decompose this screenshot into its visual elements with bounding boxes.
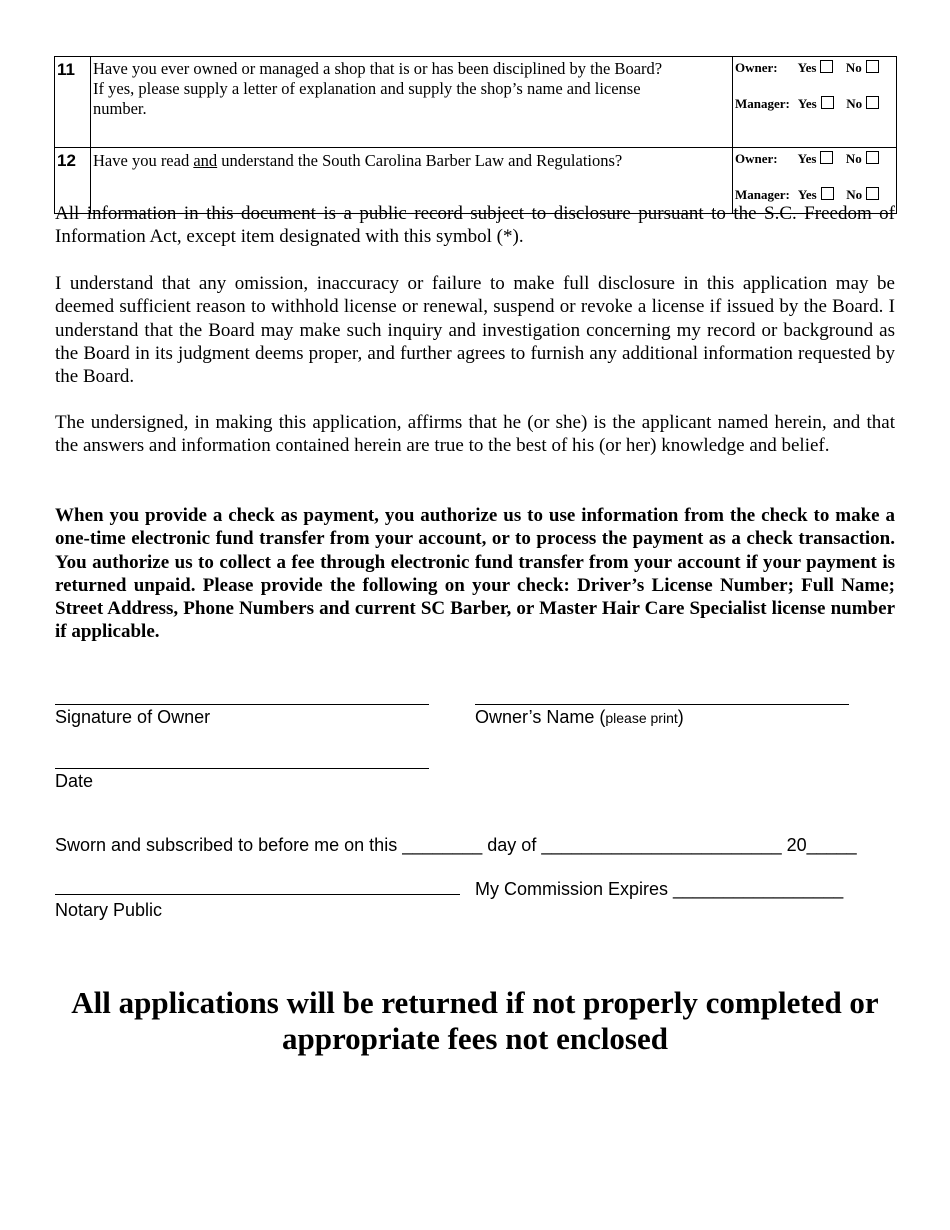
question-text-line: If yes, please supply a letter of explanation and supply the shop’s name and license [93,79,641,98]
owner-name-hint: please print [605,710,678,726]
yes-label: Yes [797,60,817,75]
manager-label: Manager: [735,187,790,202]
manager-no-checkbox[interactable] [866,96,879,109]
no-label: No [846,187,863,202]
check-payment-paragraph: When you provide a check as payment, you authorize us to use information from the check to make a one-time electronic fund transfer from your account, or to process the payment as a check transaction. You authorize us to collect a fee through electronic fund transfer from your account if your payment is returned unpaid. Please provide the following on your check: Driver’s License Number; Full Name; Street Address, Phone Numbers and current SC Barber, or Master Hair Care Specialist license number if applicable. [55,505,895,643]
owner-no-checkbox[interactable] [866,151,879,164]
question-row-11 [55,57,897,148]
date-label: Date [55,771,94,791]
no-label: No [845,60,862,75]
question-text [91,57,733,148]
question-text-end: understand the South Carolina Barber Law and Regulations? [217,151,623,170]
notary-signature-line[interactable] [55,894,460,895]
question-text-line: number. [93,99,147,118]
no-label: No [845,151,862,166]
question-text-start: Have you read [93,151,194,170]
owner-name-label-text: Owner’s Name ( [475,707,606,727]
question-text-line: Have you ever owned or managed a shop that is or has been disciplined by the Board? [93,59,663,78]
yes-label: Yes [797,187,817,202]
owner-label: Owner: [735,151,778,166]
manager-answer [735,96,894,112]
affirmation-paragraph: The undersigned, in making this application, affirms that he (or she) is the applicant named herein, and that the answers and information contained herein are true to the best of his (or her) knowledge and belief. [55,412,895,457]
owner-name-line[interactable] [475,704,849,705]
manager-yes-checkbox[interactable] [821,96,834,109]
yes-label: Yes [797,96,817,111]
sworn-line[interactable]: Sworn and subscribed to before me on this ________ day of ________________________ 20_____ [55,835,857,855]
owner-answer [735,60,894,76]
owner-signature-label: Signature of Owner [55,707,211,727]
question-text-underlined: and [193,151,218,170]
owner-signature-line[interactable] [55,704,429,705]
public-record-paragraph: All information in this document is a public record subject to disclosure pursuant to the S.C. Freedom of Information Act, except item designated with this symbol (*). [55,203,895,248]
owner-no-checkbox[interactable] [866,60,879,73]
owner-answer [735,151,894,167]
owner-yes-checkbox[interactable] [820,60,833,73]
question-number: 12 [55,148,91,214]
manager-no-checkbox[interactable] [866,187,879,200]
date-line[interactable] [55,768,429,769]
answer-cell [733,57,897,148]
footer-notice: All applications will be returned if not properly completed or appropriate fees not enclosed [71,985,879,1056]
notary-public-label: Notary Public [55,900,163,920]
owner-name-close: ) [677,707,684,727]
commission-expires[interactable]: My Commission Expires _________________ [475,879,844,899]
owner-yes-checkbox[interactable] [820,151,833,164]
yes-label: Yes [797,151,817,166]
manager-answer [735,187,894,203]
questions-table [54,56,897,214]
owner-name-label [475,707,684,728]
manager-label: Manager: [735,96,790,111]
no-label: No [846,96,863,111]
omission-paragraph: I understand that any omission, inaccuracy or failure to make full disclosure in this application may be deemed sufficient reason to withhold license or renewal, suspend or revoke a license if issued by the Board. I understand that the Board may make such inquiry and investigation concerning my record or background as the Board in its judgment deems proper, and further agrees to furnish any additional information requested by the Board. [55,273,895,388]
owner-label: Owner: [735,60,778,75]
manager-yes-checkbox[interactable] [821,187,834,200]
question-number: 11 [55,57,91,148]
